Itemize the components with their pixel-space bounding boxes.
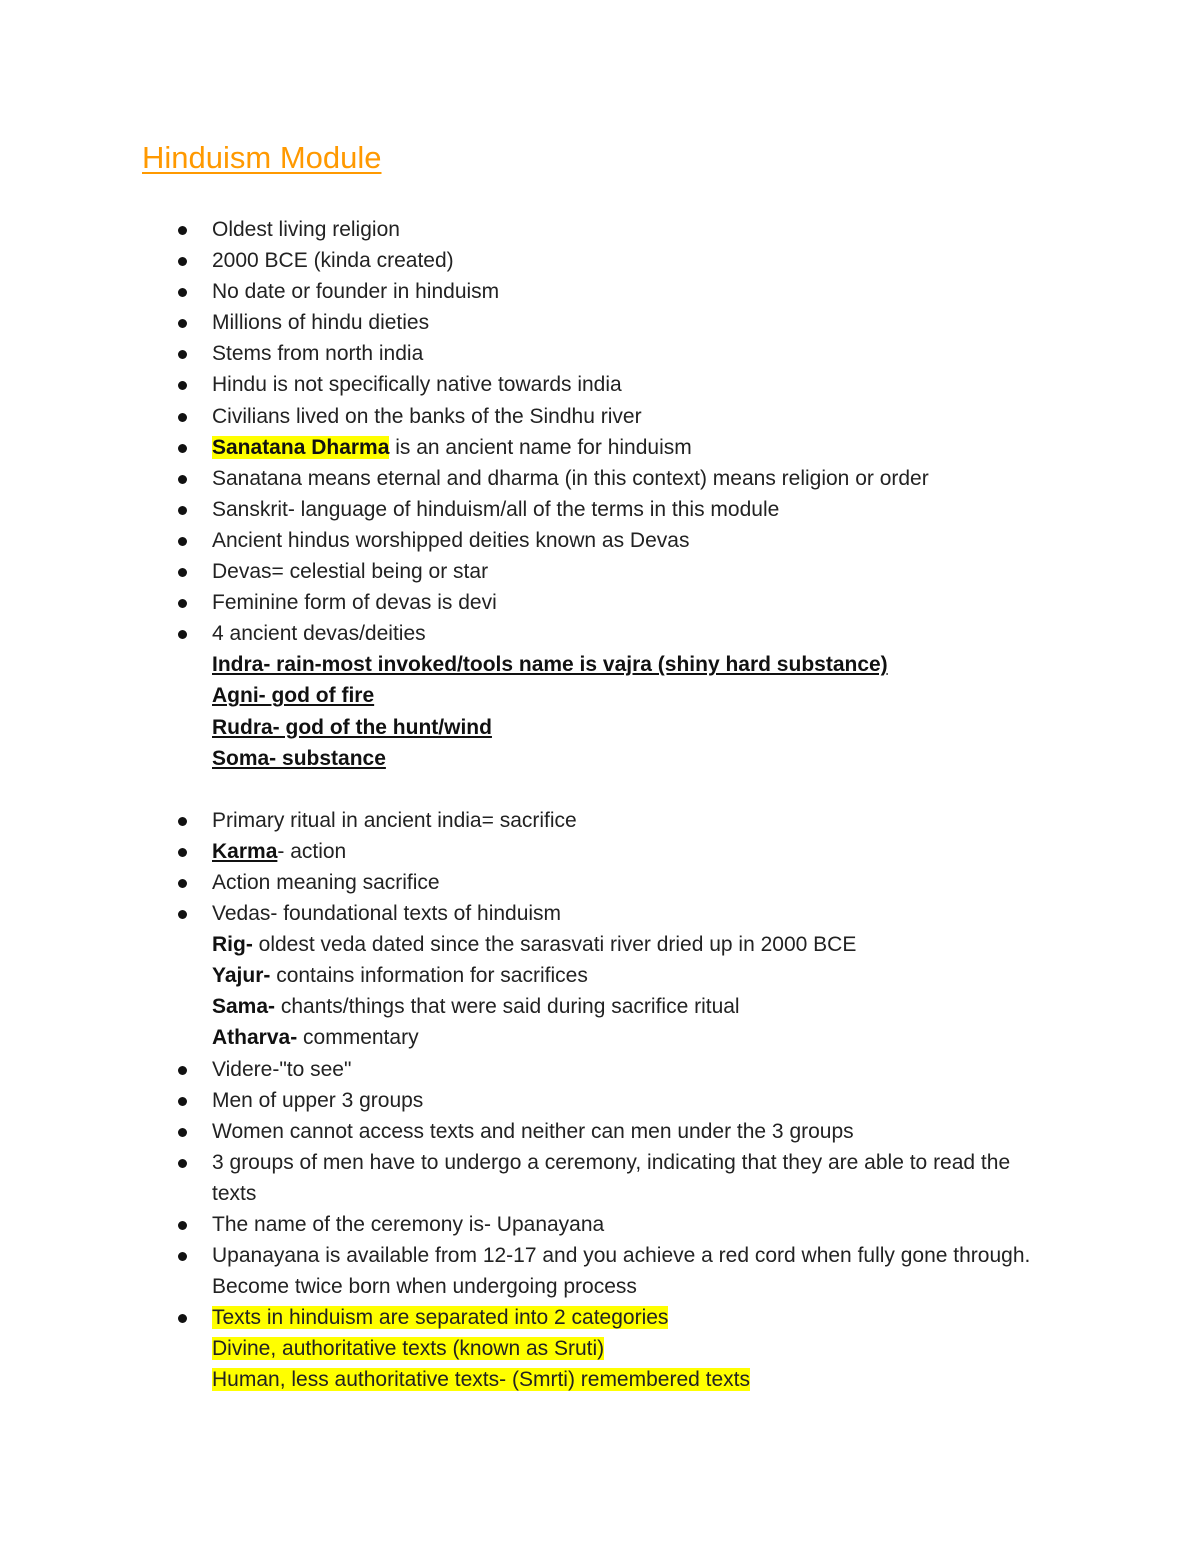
item-text: Upanayana is available from 12-17 and you achieve a red cord when fully gone through. Become twice born when undergoing process [212, 1244, 1031, 1299]
item-text: - action [277, 839, 347, 863]
bullet-icon [178, 413, 187, 422]
sub-item-category [0, 1333, 1200, 1364]
notes-list [0, 214, 1200, 1396]
item-text: 3 groups of men have to undergo a ceremony, indicating that they are able to read the texts [212, 1150, 1011, 1205]
list-item-highlighted [0, 1302, 1200, 1333]
item-text: Sanatana means eternal and dharma (in this context) means religion or order [212, 466, 929, 490]
list-item [0, 1116, 1200, 1147]
list-item [0, 1085, 1200, 1116]
bullet-icon [178, 910, 187, 919]
sub-item-category [0, 1364, 1200, 1395]
deva-rudra: Rudra- god of the hunt/wind [212, 715, 492, 739]
sub-item-deva [0, 743, 1200, 774]
list-item [0, 463, 1200, 494]
item-text: Millions of hindu dieties [212, 311, 430, 335]
deva-agni: Agni- god of fire [212, 684, 375, 708]
item-text: Oldest living religion [212, 218, 400, 241]
category-sruti: Divine, authoritative texts (known as Sruti) [212, 1337, 605, 1361]
veda-term: Yajur- [212, 964, 271, 988]
bullet-icon [178, 568, 187, 577]
document-title: Hinduism Module [142, 140, 382, 175]
list-item [0, 401, 1200, 432]
item-text: Videre-"to see" [212, 1057, 352, 1081]
list-item [0, 338, 1200, 369]
veda-desc: contains information for sacrifices [270, 964, 588, 988]
list-item [0, 867, 1200, 898]
item-text: The name of the ceremony is- Upanayana [212, 1213, 605, 1236]
highlighted-term: Sanatana Dharma [212, 435, 390, 459]
item-text: is an ancient name for hinduism [389, 435, 692, 459]
deva-indra: Indra- rain-most invoked/tools name is vajra (shiny hard substance) [212, 653, 888, 677]
item-text: Women cannot access texts and neither can men under the 3 groups [212, 1119, 854, 1143]
sub-item-veda [0, 929, 1200, 960]
bullet-icon [178, 537, 187, 546]
bullet-icon [178, 381, 187, 390]
list-item [0, 525, 1200, 556]
veda-term: Atharva- [212, 1026, 298, 1050]
sub-item-veda [0, 991, 1200, 1022]
list-item [0, 1240, 1200, 1302]
bullet-icon [178, 319, 187, 328]
item-text: Vedas- foundational texts of hinduism [212, 902, 562, 926]
item-text: Devas= celestial being or star [212, 560, 489, 584]
category-smrti: Human, less authoritative texts- (Smrti) remembered texts [212, 1368, 751, 1392]
deva-soma: Soma- substance [212, 746, 386, 770]
item-text: No date or founder in hinduism [212, 280, 500, 304]
bullet-icon [178, 1128, 187, 1137]
item-text: Primary ritual in ancient india= sacrifice [212, 808, 577, 832]
item-text: Texts in hinduism are separated into 2 categories [212, 1306, 669, 1330]
list-item [0, 898, 1200, 929]
bullet-icon [178, 288, 187, 297]
item-text: Civilians lived on the banks of the Sindhu river [212, 404, 642, 428]
list-item [0, 369, 1200, 400]
item-text: Ancient hindus worshipped deities known as Devas [212, 528, 690, 552]
sub-item-deva [0, 649, 1200, 680]
list-item [0, 276, 1200, 307]
veda-term: Sama- [212, 995, 276, 1019]
list-item [0, 1147, 1200, 1209]
list-item [0, 214, 1200, 245]
list-item [0, 307, 1200, 338]
veda-desc: commentary [297, 1026, 419, 1050]
bullet-icon [178, 257, 187, 266]
sub-item-veda [0, 960, 1200, 991]
sub-item-veda [0, 1022, 1200, 1053]
veda-desc: oldest veda dated since the sarasvati river dried up in 2000 BCE [252, 933, 857, 957]
item-text: 2000 BCE (kinda created) [212, 249, 454, 273]
list-item [0, 432, 1200, 463]
bullet-icon [178, 817, 187, 826]
list-item [0, 1209, 1200, 1240]
bullet-icon [178, 444, 187, 453]
karma-term: Karma [212, 839, 278, 863]
item-text: Hindu is not specifically native towards india [212, 373, 622, 397]
item-text: Feminine form of devas is devi [212, 591, 497, 615]
blank-line [0, 774, 1200, 805]
item-text: 4 ancient devas/deities [212, 622, 426, 646]
item-text: Sanskrit- language of hinduism/all of the terms in this module [212, 497, 780, 521]
bullet-icon [178, 1066, 187, 1075]
item-text: Men of upper 3 groups [212, 1088, 424, 1112]
bullet-icon [178, 475, 187, 484]
list-item [0, 836, 1200, 867]
bullet-icon [178, 630, 187, 639]
bullet-icon [178, 1252, 187, 1261]
list-item [0, 1054, 1200, 1085]
bullet-icon [178, 1097, 187, 1106]
list-item [0, 805, 1200, 836]
bullet-icon [178, 1221, 187, 1230]
bullet-icon [178, 848, 187, 857]
sub-item-deva [0, 680, 1200, 711]
veda-desc: chants/things that were said during sacrifice ritual [275, 995, 740, 1019]
list-item [0, 618, 1200, 649]
bullet-icon [178, 599, 187, 608]
bullet-icon [178, 350, 187, 359]
item-text: Stems from north india [212, 342, 424, 366]
bullet-icon [178, 1159, 187, 1168]
list-item [0, 494, 1200, 525]
bullet-icon [178, 1314, 187, 1323]
list-item [0, 556, 1200, 587]
bullet-icon [178, 879, 187, 888]
veda-term: Rig- [212, 933, 253, 957]
list-item [0, 245, 1200, 276]
list-item [0, 587, 1200, 618]
item-text: Action meaning sacrifice [212, 870, 440, 894]
bullet-icon [178, 226, 187, 235]
bullet-icon [178, 506, 187, 515]
sub-item-deva [0, 712, 1200, 743]
